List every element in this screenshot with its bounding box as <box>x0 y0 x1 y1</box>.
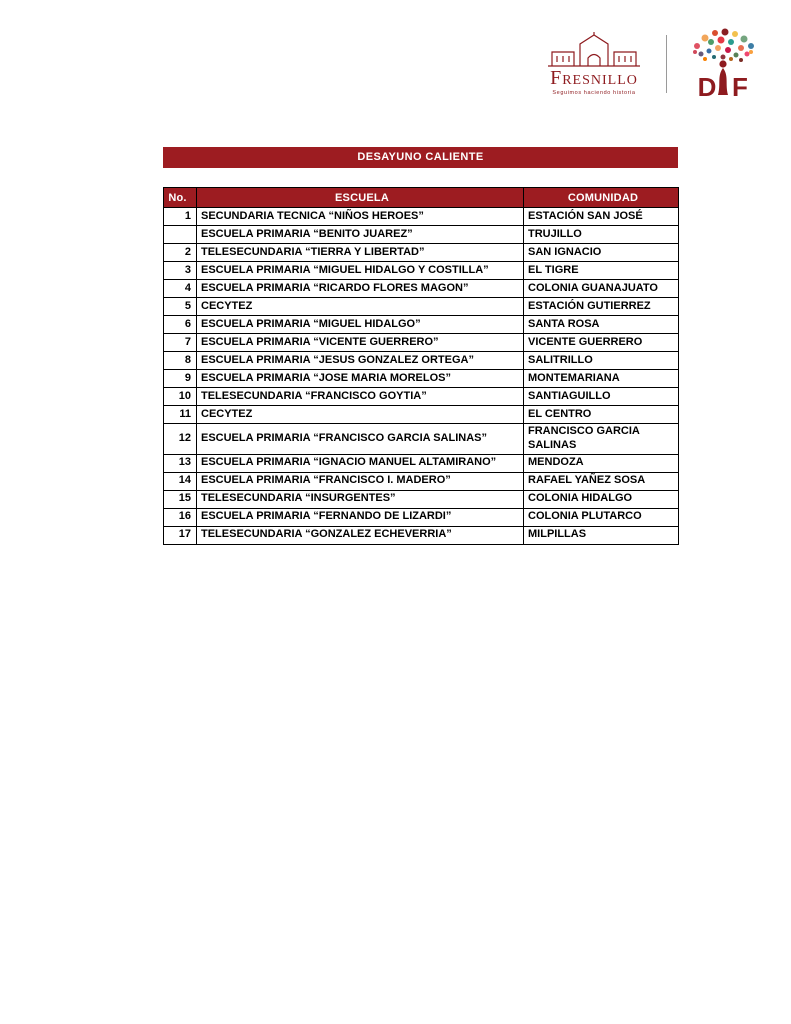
cell-escuela: ESCUELA PRIMARIA “JESUS GONZALEZ ORTEGA” <box>197 352 524 370</box>
cell-no: 1 <box>164 208 197 226</box>
table-row <box>164 370 679 388</box>
cell-comunidad: MONTEMARIANA <box>524 370 679 388</box>
cell-comunidad: SANTIAGUILLO <box>524 388 679 406</box>
cell-escuela: ESCUELA PRIMARIA “IGNACIO MANUEL ALTAMIRANO” <box>197 454 524 472</box>
table-row <box>164 208 679 226</box>
cell-comunidad: ESTACIÓN SAN JOSÉ <box>524 208 679 226</box>
table-row <box>164 226 679 244</box>
cell-comunidad: COLONIA HIDALGO <box>524 490 679 508</box>
cell-comunidad: EL CENTRO <box>524 406 679 424</box>
cell-comunidad: TRUJILLO <box>524 226 679 244</box>
cell-no: 3 <box>164 262 197 280</box>
cell-comunidad: MILPILLAS <box>524 526 679 544</box>
table-body <box>164 208 679 545</box>
table-row <box>164 244 679 262</box>
table-row <box>164 352 679 370</box>
cell-no: 9 <box>164 370 197 388</box>
cell-escuela: ESCUELA PRIMARIA “RICARDO FLORES MAGON” <box>197 280 524 298</box>
cell-escuela: ESCUELA PRIMARIA “BENITO JUAREZ” <box>197 226 524 244</box>
cell-escuela: SECUNDARIA TECNICA “NIÑOS HEROES” <box>197 208 524 226</box>
table-row <box>164 262 679 280</box>
dif-person-icon <box>718 60 728 95</box>
cell-comunidad: COLONIA GUANAJUATO <box>524 280 679 298</box>
table-row <box>164 454 679 472</box>
cell-no: 16 <box>164 508 197 526</box>
header-escuela: ESCUELA <box>197 188 524 208</box>
cell-escuela: CECYTEZ <box>197 298 524 316</box>
dif-canopy-dots <box>693 29 754 63</box>
cell-no: 7 <box>164 334 197 352</box>
cell-comunidad: FRANCISCO GARCIA SALINAS <box>524 424 679 455</box>
cell-no: 13 <box>164 454 197 472</box>
table-row <box>164 388 679 406</box>
cell-comunidad: SAN IGNACIO <box>524 244 679 262</box>
table-row <box>164 334 679 352</box>
cell-no: 15 <box>164 490 197 508</box>
fresnillo-building-icon <box>544 32 644 68</box>
header-no: No. <box>164 188 197 208</box>
cell-no: 4 <box>164 280 197 298</box>
cell-escuela: ESCUELA PRIMARIA “MIGUEL HIDALGO Y COSTILLA” <box>197 262 524 280</box>
cell-escuela: ESCUELA PRIMARIA “FRANCISCO I. MADERO” <box>197 472 524 490</box>
cell-comunidad: EL TIGRE <box>524 262 679 280</box>
fresnillo-wordmark: Fresnillo <box>550 67 638 89</box>
table-row <box>164 490 679 508</box>
table-row <box>164 424 679 455</box>
cell-no: 17 <box>164 526 197 544</box>
cell-no: 2 <box>164 244 197 262</box>
cell-no: 8 <box>164 352 197 370</box>
cell-no: 6 <box>164 316 197 334</box>
cell-escuela: ESCUELA PRIMARIA “JOSE MARIA MORELOS” <box>197 370 524 388</box>
dif-tree-icon <box>683 28 763 100</box>
header-comunidad: COMUNIDAD <box>524 188 679 208</box>
cell-no: 5 <box>164 298 197 316</box>
cell-escuela: TELESECUNDARIA “TIERRA Y LIBERTAD” <box>197 244 524 262</box>
table-row <box>164 508 679 526</box>
table-row <box>164 298 679 316</box>
cell-comunidad: RAFAEL YAÑEZ SOSA <box>524 472 679 490</box>
cell-comunidad: MENDOZA <box>524 454 679 472</box>
dif-logo <box>683 28 763 100</box>
cell-no: 11 <box>164 406 197 424</box>
cell-escuela: ESCUELA PRIMARIA “FERNANDO DE LIZARDI” <box>197 508 524 526</box>
title-banner: DESAYUNO CALIENTE <box>163 147 678 168</box>
cell-no: 10 <box>164 388 197 406</box>
table-row <box>164 406 679 424</box>
table-row <box>164 526 679 544</box>
cell-escuela: TELESECUNDARIA “GONZALEZ ECHEVERRIA” <box>197 526 524 544</box>
cell-escuela: TELESECUNDARIA “FRANCISCO GOYTIA” <box>197 388 524 406</box>
cell-escuela: CECYTEZ <box>197 406 524 424</box>
cell-escuela: TELESECUNDARIA “INSURGENTES” <box>197 490 524 508</box>
table-row <box>164 472 679 490</box>
cell-escuela: ESCUELA PRIMARIA “VICENTE GUERRERO” <box>197 334 524 352</box>
table-header-row <box>164 188 679 208</box>
cell-no <box>164 226 197 244</box>
dif-letter-f: F <box>732 72 748 100</box>
cell-comunidad: VICENTE GUERRERO <box>524 334 679 352</box>
cell-no: 12 <box>164 424 197 455</box>
table-row <box>164 316 679 334</box>
table-row <box>164 280 679 298</box>
cell-no: 14 <box>164 472 197 490</box>
cell-escuela: ESCUELA PRIMARIA “FRANCISCO GARCIA SALINAS” <box>197 424 524 455</box>
table-header <box>164 188 679 208</box>
cell-comunidad: COLONIA PLUTARCO <box>524 508 679 526</box>
dif-letter-d: D <box>697 72 717 100</box>
cell-comunidad: SANTA ROSA <box>524 316 679 334</box>
header-logos <box>538 28 763 100</box>
fresnillo-logo <box>538 32 650 96</box>
fresnillo-tagline: Seguimos haciendo historia <box>552 90 636 96</box>
cell-comunidad: ESTACIÓN GUTIERREZ <box>524 298 679 316</box>
desayuno-table <box>163 187 679 545</box>
cell-comunidad: SALITRILLO <box>524 352 679 370</box>
logo-divider <box>666 35 667 93</box>
cell-escuela: ESCUELA PRIMARIA “MIGUEL HIDALGO” <box>197 316 524 334</box>
